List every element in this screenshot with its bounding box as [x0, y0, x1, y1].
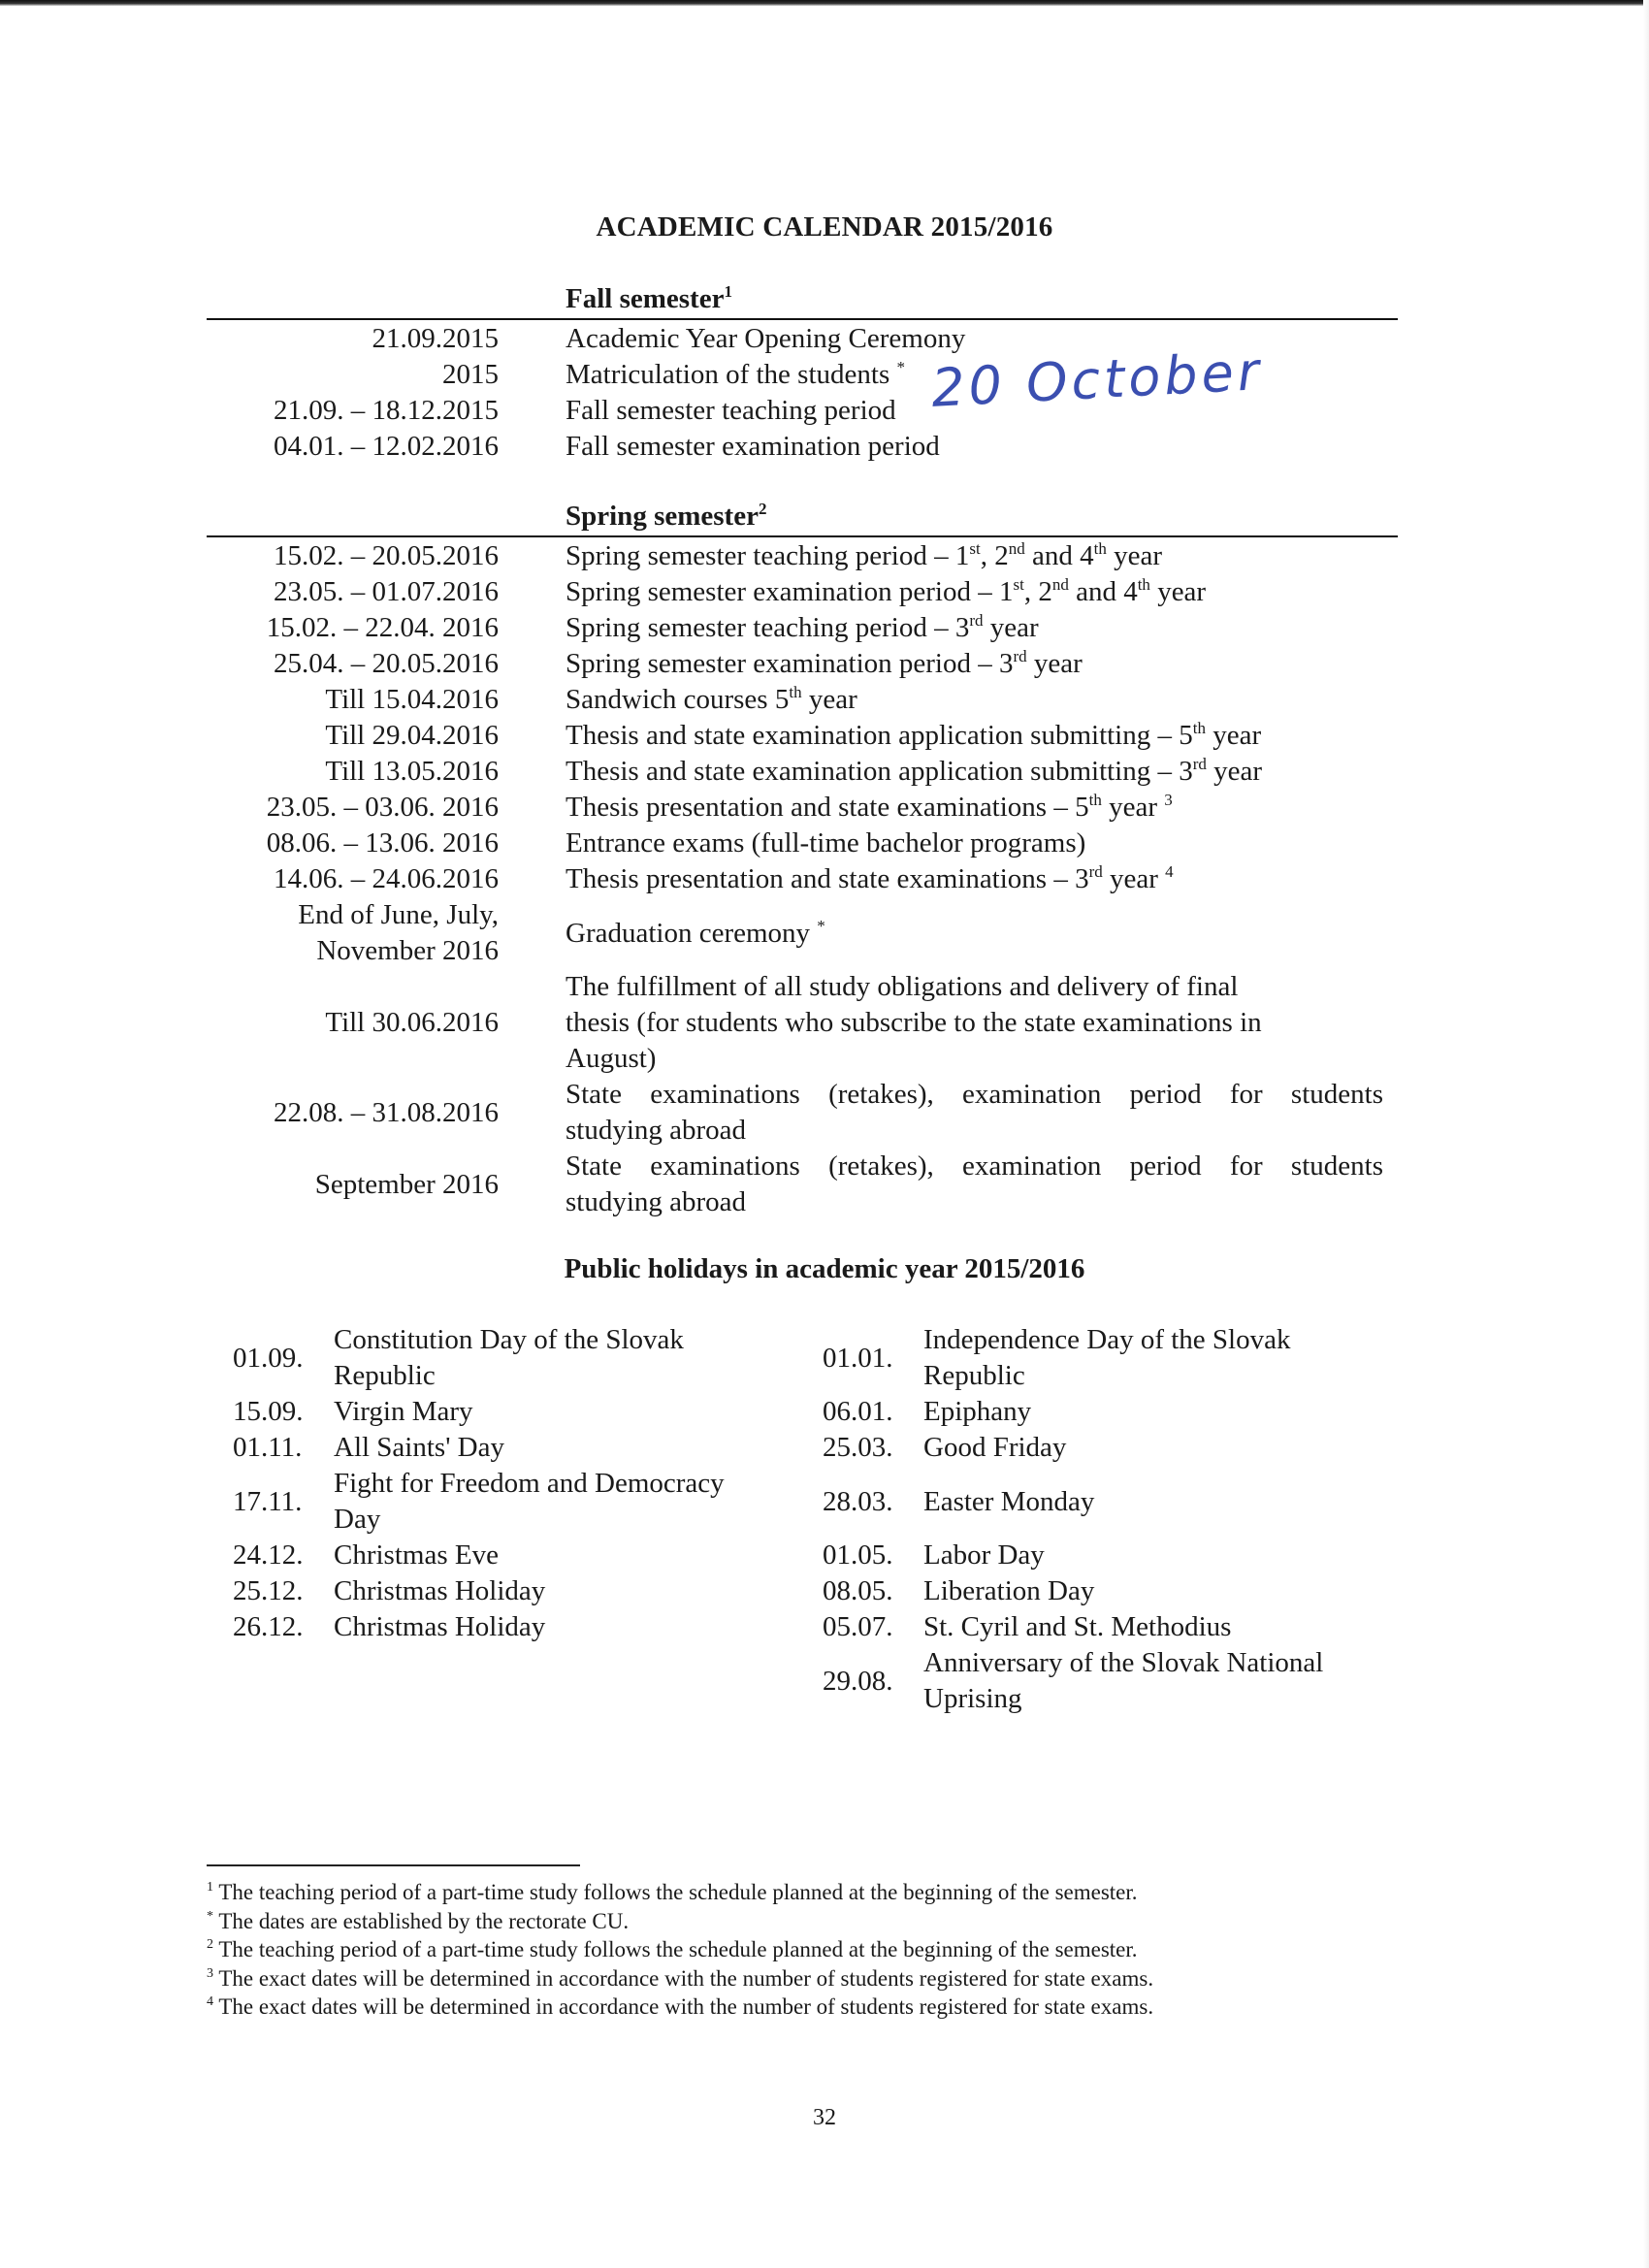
- holiday-item: [233, 1322, 815, 1394]
- table-row: [0, 429, 1649, 465]
- holiday-item: [823, 1466, 1405, 1538]
- row-description: Fall semester teaching period: [566, 395, 896, 426]
- spring-semester-table: [0, 538, 1649, 1220]
- holiday-date: 29.08.: [823, 1665, 893, 1697]
- spring-semester-rule: [207, 535, 1398, 537]
- holiday-name: Good Friday: [923, 1432, 1067, 1463]
- holiday-item: [233, 1573, 815, 1609]
- holiday-name: St. Cyril and St. Methodius: [923, 1611, 1232, 1642]
- table-row: [0, 861, 1649, 897]
- table-row: [0, 574, 1649, 610]
- holiday-name: Christmas Eve: [334, 1539, 499, 1571]
- holiday-item: [233, 1538, 815, 1573]
- holiday-item: [823, 1430, 1405, 1466]
- row-date: Till 15.04.2016: [325, 684, 499, 715]
- table-row: [0, 897, 1649, 969]
- table-row: [0, 646, 1649, 682]
- holiday-item: [823, 1322, 1405, 1394]
- row-description: State examinations (retakes), examination period for students studying abroad: [566, 1150, 1383, 1217]
- holiday-name: Independence Day of the Slovak Republic: [923, 1324, 1291, 1391]
- row-date: 22.08. – 31.08.2016: [274, 1096, 499, 1128]
- footnote: $^3$ The exact dates will be determined in accordance with the number of students registered for state exams.: [207, 1965, 1154, 1991]
- table-row: [0, 790, 1649, 826]
- table-row: [0, 969, 1649, 1077]
- row-description: Spring semester examination period – 1st, 2nd and 4th year: [566, 575, 1207, 607]
- row-date: 15.02. – 20.05.2016: [274, 540, 499, 571]
- holiday-name: All Saints' Day: [334, 1432, 504, 1463]
- spring-semester-heading: Spring semester$^2$: [566, 500, 767, 532]
- holiday-item: [823, 1573, 1405, 1609]
- footnote-separator: [207, 1864, 580, 1866]
- holiday-date: 25.03.: [823, 1432, 893, 1463]
- holiday-name: Fight for Freedom and Democracy Day: [334, 1468, 725, 1535]
- table-row: [0, 1149, 1649, 1220]
- footnote: $^1$ The teaching period of a part-time study follows the schedule planned at the beginning of the semester.: [207, 1880, 1138, 1904]
- table-row: [0, 321, 1649, 357]
- row-description: Thesis and state examination application submitting – 5th year: [566, 719, 1262, 751]
- row-date: 23.05. – 01.07.2016: [274, 576, 499, 607]
- row-description: Academic Year Opening Ceremony: [566, 323, 966, 354]
- footnote-ref: 2: [758, 500, 767, 518]
- row-description: Thesis and state examination application submitting – 3rd year: [566, 755, 1263, 787]
- holiday-item: [823, 1645, 1405, 1717]
- footnote-ref: 1: [724, 282, 732, 301]
- holiday-date: 01.11.: [233, 1432, 303, 1463]
- holiday-date: 15.09.: [233, 1396, 304, 1427]
- holiday-item: [233, 1430, 815, 1466]
- row-description: Thesis presentation and state examinations – 3rd year $^4$: [566, 862, 1174, 894]
- holiday-date: 01.09.: [233, 1342, 304, 1374]
- row-date: 21.09.2015: [372, 323, 499, 354]
- row-description: Sandwich courses 5th year: [566, 683, 857, 715]
- holiday-item: [233, 1609, 815, 1645]
- row-date: 25.04. – 20.05.2016: [274, 648, 499, 679]
- holiday-name: Easter Monday: [923, 1485, 1095, 1517]
- table-row: [0, 826, 1649, 861]
- holiday-name: Virgin Mary: [334, 1396, 473, 1427]
- scan-edge-top: [0, 0, 1649, 6]
- row-date: Till 29.04.2016: [325, 720, 499, 751]
- holiday-date: 08.05.: [823, 1575, 893, 1606]
- handwritten-note: 20 October: [929, 340, 1265, 419]
- row-date: 23.05. – 03.06. 2016: [266, 792, 499, 823]
- holiday-date: 28.03.: [823, 1485, 893, 1517]
- row-date: 14.06. – 24.06.2016: [274, 863, 499, 894]
- row-description: Fall semester examination period: [566, 431, 940, 462]
- holiday-name: Christmas Holiday: [334, 1575, 546, 1606]
- row-description: Spring semester teaching period – 1st, 2nd and 4th year: [566, 539, 1162, 571]
- fall-semester-heading: Fall semester$^1$: [566, 282, 732, 314]
- holiday-item: [823, 1394, 1405, 1430]
- table-row: [0, 393, 1649, 429]
- holidays-title: Public holidays in academic year 2015/2016: [564, 1253, 1085, 1284]
- holiday-date: 26.12.: [233, 1611, 304, 1642]
- holiday-name: Christmas Holiday: [334, 1611, 546, 1642]
- row-date: Till 30.06.2016: [325, 1007, 499, 1038]
- holiday-name: Epiphany: [923, 1396, 1032, 1427]
- row-description: Thesis presentation and state examinations – 5th year $^3$: [566, 791, 1173, 823]
- row-description: Spring semester teaching period – 3rd year: [566, 611, 1039, 643]
- page-title: ACADEMIC CALENDAR 2015/2016: [596, 211, 1053, 243]
- row-date: 04.01. – 12.02.2016: [274, 431, 499, 462]
- holiday-name: Liberation Day: [923, 1575, 1095, 1606]
- holidays-right-column: [823, 1322, 1405, 1717]
- row-date: 15.02. – 22.04. 2016: [266, 612, 499, 643]
- row-date: End of June, July, November 2016: [298, 899, 499, 966]
- page-number: 32: [813, 2105, 836, 2130]
- holiday-date: 24.12.: [233, 1539, 304, 1571]
- holiday-date: 25.12.: [233, 1575, 304, 1606]
- row-description: Graduation ceremony *: [566, 916, 825, 949]
- holiday-date: 17.11.: [233, 1485, 303, 1517]
- footnotes: [207, 1878, 1371, 2022]
- table-row: [0, 682, 1649, 718]
- footnote: $^4$ The exact dates will be determined in accordance with the number of students registered for state exams.: [207, 1994, 1154, 2019]
- row-description: Spring semester examination period – 3rd year: [566, 647, 1083, 679]
- table-row: [0, 1077, 1649, 1149]
- row-description: Matriculation of the students *: [566, 358, 905, 390]
- holiday-name: Constitution Day of the Slovak Republic: [334, 1324, 684, 1391]
- fall-semester-table: [0, 321, 1649, 465]
- holiday-name: Anniversary of the Slovak National Uprising: [923, 1647, 1324, 1714]
- row-date: 08.06. – 13.06. 2016: [266, 827, 499, 859]
- holiday-date: 01.01.: [823, 1342, 893, 1374]
- table-row: [0, 538, 1649, 574]
- footnote: $^2$ The teaching period of a part-time study follows the schedule planned at the beginning of the semester.: [207, 1937, 1138, 1961]
- footnote: * The dates are established by the rectorate CU.: [207, 1908, 630, 1933]
- holiday-date: 01.05.: [823, 1539, 893, 1571]
- row-description: The fulfillment of all study obligations and delivery of final thesis (for students who subscribe to the state examinations in August): [566, 971, 1262, 1074]
- holiday-name: Labor Day: [923, 1539, 1045, 1571]
- row-date: 2015: [442, 359, 499, 390]
- holiday-date: 06.01.: [823, 1396, 893, 1427]
- row-date: Till 13.05.2016: [325, 756, 499, 787]
- row-date: 21.09. – 18.12.2015: [274, 395, 499, 426]
- holiday-date: 05.07.: [823, 1611, 893, 1642]
- row-description: Entrance exams (full-time bachelor programs): [566, 827, 1086, 859]
- row-date: September 2016: [314, 1168, 499, 1200]
- table-row: [0, 610, 1649, 646]
- holiday-item: [233, 1394, 815, 1430]
- fall-semester-rule: [207, 318, 1398, 320]
- table-row: [0, 357, 1649, 393]
- holiday-item: [823, 1538, 1405, 1573]
- holiday-item: [823, 1609, 1405, 1645]
- row-description: State examinations (retakes), examination period for students studying abroad: [566, 1079, 1383, 1146]
- holidays-left-column: [233, 1322, 815, 1645]
- holiday-item: [233, 1466, 815, 1538]
- table-row: [0, 754, 1649, 790]
- table-row: [0, 718, 1649, 754]
